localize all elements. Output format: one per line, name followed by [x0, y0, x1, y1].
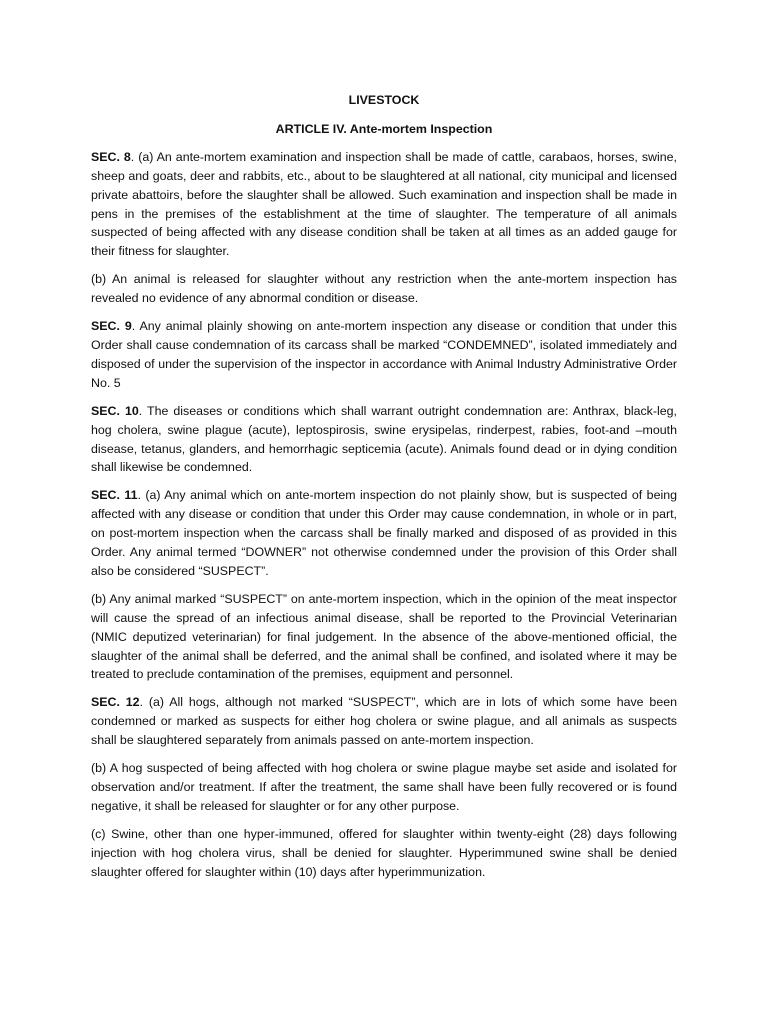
paragraph-text: . The diseases or conditions which shall warrant outright condemnation are: Anthrax, black-leg, hog cholera, swine plague (acute), leptospirosis, swine erysipelas, rinderpest, rabies, foot-and –mouth disease, tetanus, glanders, and hemorrhagic septicemia (acute). Animals found dead or in dying condition shall likewise be condemned.: [91, 403, 677, 475]
section-label: SEC. 10: [91, 403, 139, 418]
paragraph-text: (b) Any animal marked “SUSPECT” on ante-mortem inspection, which in the opinion of the meat inspector will cause the spread of an infectious animal disease, shall be reported to the Provincial Veterinarian (NMIC deputized veterinarian) for final judgement. In the absence of the above-mentioned official, the slaughter of the animal shall be deferred, and the animal shall be confined, and isolated where it may be treated to preclude contamination of the premises, equipment and personnel.: [91, 591, 677, 682]
paragraph-text: . (a) An ante-mortem examination and inspection shall be made of cattle, carabaos, horses, swine, sheep and goats, deer and rabbits, etc., about to be slaughtered at all national, city municipal and licensed private abattoirs, before the slaughter shall be allowed. Such examination and inspection shall be made in pens in the premises of the establishment at the time of slaughter. The temperature of all animals suspected of being affected with any disease condition shall be taken at all times as an added gauge for their fitness for slaughter.: [91, 149, 677, 259]
section-label: SEC. 12: [91, 695, 140, 710]
paragraph-sec-11b: [91, 590, 677, 685]
paragraph-sec-12c: [91, 825, 677, 882]
paragraph-sec-8b: [91, 270, 677, 308]
paragraph-sec-12a: [91, 693, 677, 750]
section-label: SEC. 11: [91, 488, 138, 503]
section-label: SEC. 8: [91, 149, 131, 164]
paragraph-sec-9: [91, 317, 677, 393]
paragraph-text: . (a) Any animal which on ante-mortem inspection do not plainly show, but is suspected of being affected with any disease or condition that under this Order may cause condemnation, in whole or in part, on post-mortem inspection when the carcass shall be finally marked and disposed of as provided in this Order. Any animal termed “DOWNER” not otherwise condemned under the provision of this Order shall also be considered “SUSPECT”.: [91, 488, 677, 578]
paragraph-sec-12b: [91, 759, 677, 816]
paragraph-sec-11a: [91, 486, 677, 581]
paragraph-sec-8a: [91, 148, 677, 261]
paragraph-text: . Any animal plainly showing on ante-mortem inspection any disease or condition that under this Order shall cause condemnation of its carcass shall be marked “CONDEMNED”, isolated immediately and disposed of under the supervision of the inspector in accordance with Animal Industry Administrative Order No. 5: [91, 319, 677, 390]
paragraph-text: (b) A hog suspected of being affected with hog cholera or swine plague maybe set aside and isolated for observation and/or treatment. If after the treatment, the same shall have been fully recovered or is found negative, it shall be released for slaughter or for any other purpose.: [91, 761, 677, 813]
article-title: ARTICLE IV. Ante-mortem Inspection: [275, 121, 493, 136]
paragraph-sec-10: [91, 402, 677, 478]
paragraph-text: (b) An animal is released for slaughter without any restriction when the ante-mortem inspection has revealed no evidence of any abnormal condition or disease.: [91, 272, 677, 306]
paragraph-text: (c) Swine, other than one hyper-immuned, offered for slaughter within twenty-eight (28) days following injection with hog cholera virus, shall be denied for slaughter. Hyperimmuned swine shall be denied slaughter offered for slaughter within (10) days after hyperimmunization.: [91, 826, 677, 879]
document-title: LIVESTOCK: [348, 93, 420, 107]
paragraph-text: . (a) All hogs, although not marked “SUSPECT”, which are in lots of which some have been condemned or marked as suspects for either hog cholera or swine plague, and all animals as suspects shall be slaughtered separately from animals passed on ante-mortem inspection.: [91, 695, 677, 748]
document-page: [91, 91, 677, 891]
section-label: SEC. 9: [91, 319, 132, 334]
